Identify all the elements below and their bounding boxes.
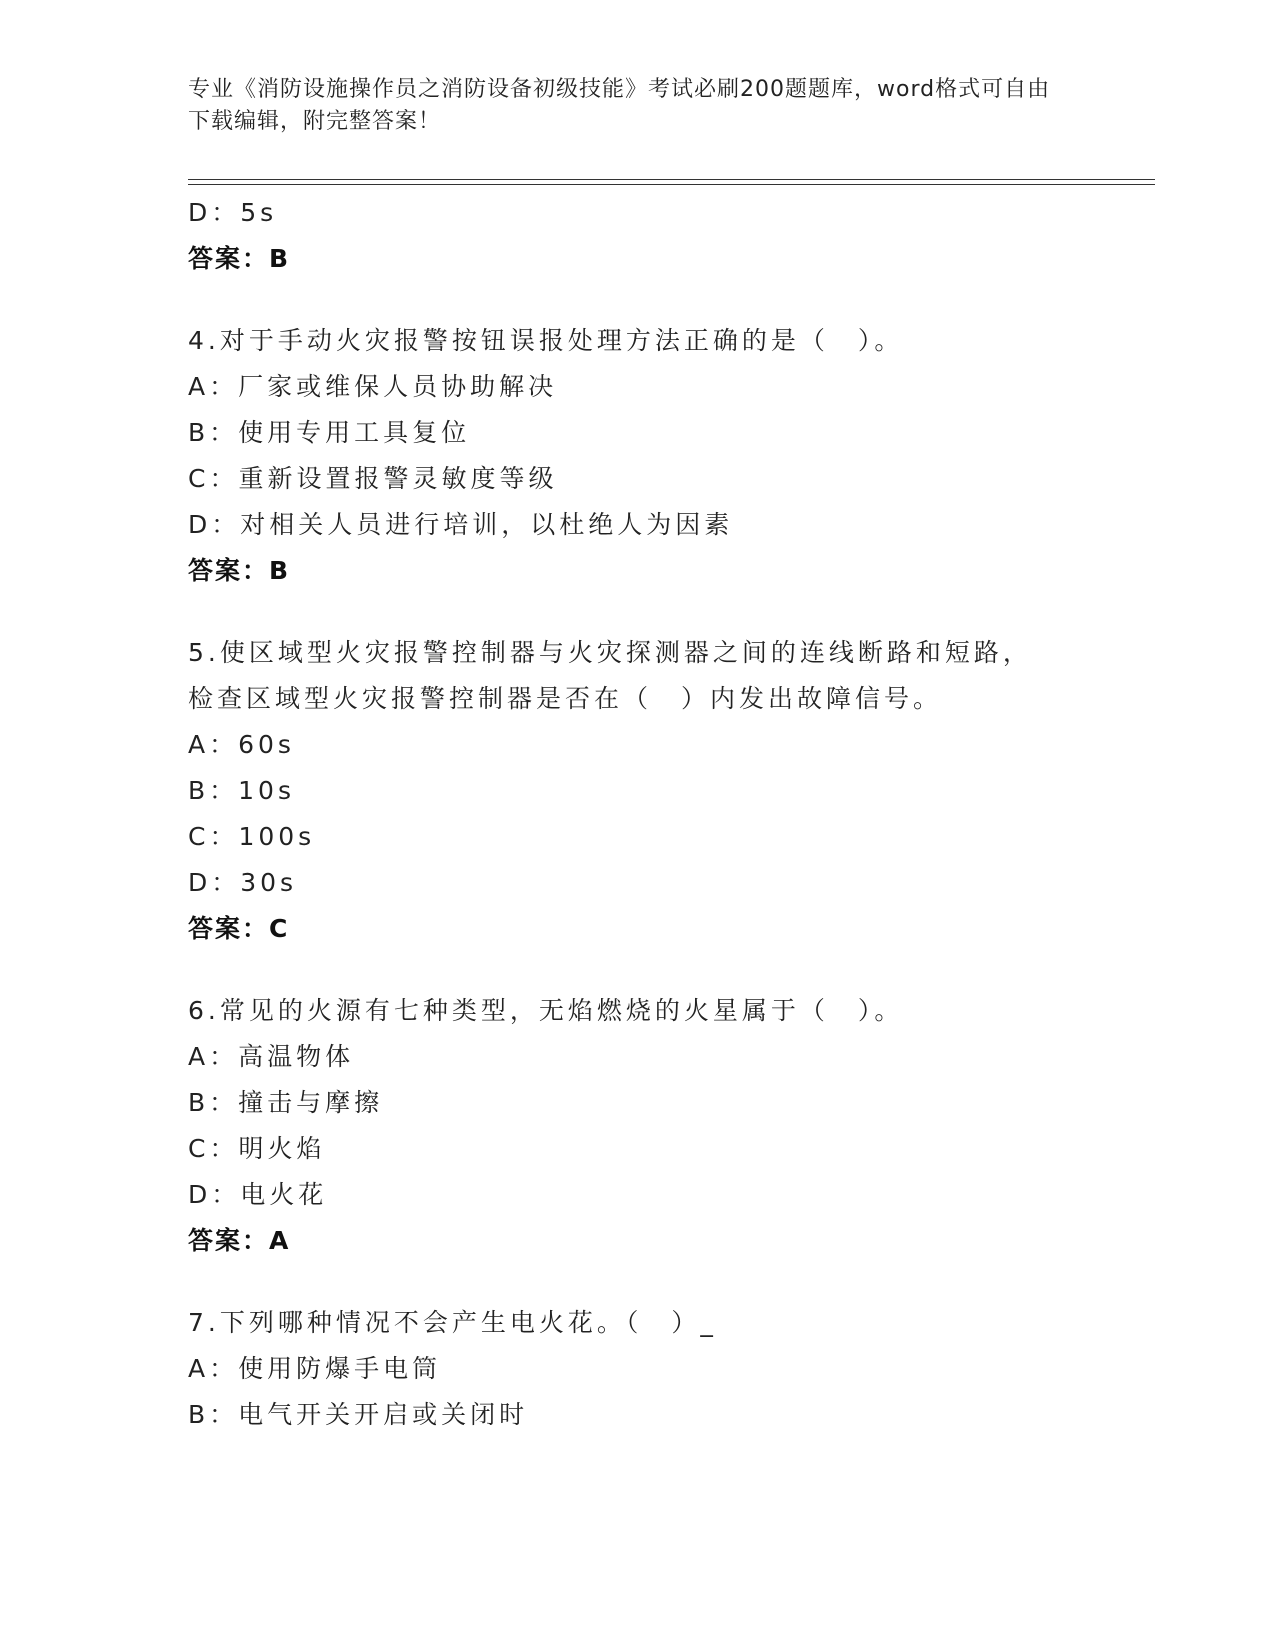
header-divider-top	[188, 179, 1155, 180]
question-5-option-b: B：10s	[188, 776, 295, 805]
question-7-option-b: B：电气开关开启或关闭时	[188, 1400, 529, 1429]
question-5-option-c: C：100s	[188, 822, 316, 851]
answer-line: 答案：B	[188, 244, 291, 273]
question-6-option-a: A：高温物体	[188, 1042, 355, 1071]
question-6-option-b: B：撞击与摩擦	[188, 1088, 384, 1117]
document-title: 专业《消防设施操作员之消防设备初级技能》考试必刷200题题库，word格式可自由下载编辑，附完整答案！	[188, 77, 1051, 134]
spacer	[188, 594, 1088, 630]
question-6-option-c: C：明火焰	[188, 1134, 326, 1163]
question-4-answer: 答案：B	[188, 556, 291, 585]
question-7-option-a: A：使用防爆手电筒	[188, 1354, 442, 1383]
question-4-option-d: D：对相关人员进行培训，以杜绝人为因素	[188, 510, 734, 539]
question-6-option-d: D：电火花	[188, 1180, 328, 1209]
question-4-option-b: B：使用专用工具复位	[188, 418, 471, 447]
question-4-option-a: A：厂家或维保人员协助解决	[188, 372, 558, 401]
question-4-text: 4.对于手动火灾报警按钮误报处理方法正确的是（ ）。	[188, 326, 904, 355]
question-list	[188, 190, 1088, 1438]
question-7-text: 7.下列哪种情况不会产生电火花。（ ）_	[188, 1308, 717, 1337]
spacer	[188, 1264, 1088, 1300]
header-divider-bottom	[188, 184, 1155, 185]
question-6-answer: 答案：A	[188, 1226, 291, 1255]
question-5-option-a: A：60s	[188, 730, 295, 759]
question-5-option-d: D：30s	[188, 868, 298, 897]
option-d: D：5s	[188, 198, 278, 227]
question-5-text: 5.使区域型火灾报警控制器与火灾探测器之间的连线断路和短路，检查区域型火灾报警控制器是否在（ ）内发出故障信号。	[188, 638, 1032, 713]
question-4-option-c: C：重新设置报警灵敏度等级	[188, 464, 558, 493]
question-5-answer: 答案：C	[188, 914, 290, 943]
spacer	[188, 282, 1088, 318]
question-6-text: 6.常见的火源有七种类型，无焰燃烧的火星属于（ ）。	[188, 996, 904, 1025]
spacer	[188, 952, 1088, 988]
